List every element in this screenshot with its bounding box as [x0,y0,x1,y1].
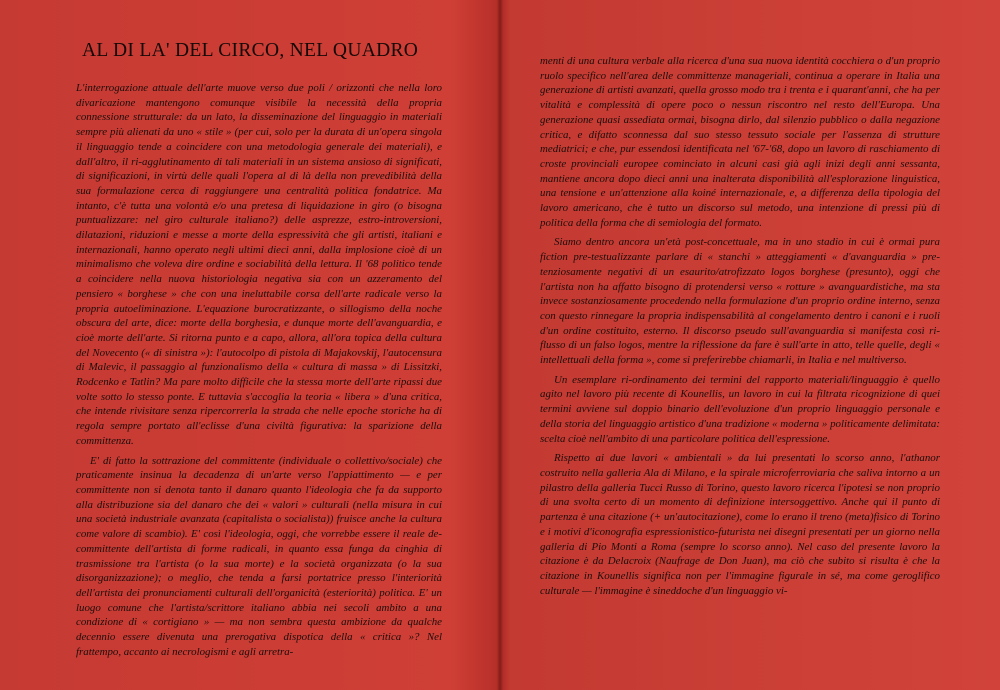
paragraph: menti di una cultura verbale alla ricerca d'una sua nuova identità cocchiera o d'un proprio ruolo specifico nell'area delle committenze manageriali, continua a operare in Italia una generazione di artisti avanzati, quella grosso modo tra i trenta e i quarant'anni, che ha per vitalità e complessità di opere poco o nessun riscontro nel resto dell'Europa. Una generazione quasi assediata ormai, bisogna dirlo, dal silenzio pubblico o dalla negazione critica, e difatto sconnessa dal suo stesso tessuto sociale per l'assenza di strutture mediatrici; e che, pur essendosi identificata nel '67-'68, dopo un lavoro di raschiamento di croste provinciali europee cominciato in alcuni casi già agli inizi degli anni sessanta, mantiene ancora dopo dieci anni una inalterata disponibilità all'esplorazione linguistica, una tensione e un'attenzione alla koiné internazionale, e, a differenza della tipologia del lavoro americano, che è tutto un discorso sul metodo, una intenzione di pressi più di politica della forma che di semiologia del formato. [540,55,940,229]
paragraph: Rispetto ai due lavori « ambientali » da lui presentati lo scorso anno, l'athanor costruito nella galleria Ala di Milano, e la spirale microferroviaria che saliva intorno a un pilastro della galleria Tucci Russo di Torino, questo lavoro ricerca l'ipotesi se non proprio di una svolta certo di un momento di definizione intersoggettivo. Anche qui il punto di partenza è una citazione (+ un'autocitazione), come lo erano il treno (meta)fisico di Torino e i motivi d'iconografia espressionistico-futurista nei disegni presentati per un giorno nella galleria di Pio Monti a Roma (sempre lo scorso anno). Nel caso del presente lavoro la citazione è da Delacroix (Naufrage de Don Juan), ma ciò che subito si risulta è che la citazione in Kounellis significa non per l'immagine figurale in sé, ma come geroglifico culturale — l'immagine è sineddoche d'un linguaggio vi- [540,452,940,597]
paragraph: L'interrogazione attuale dell'arte muove verso due poli / orizzonti che nella loro divaricazione mantengono comunque visibile la necessità della propria connessione strutturale: da un lato, la disseminazione del linguaggio in materiali sempre più alienati da uno « stile » (per cui, solo per la durata di un'opera singola il linguaggio tende a coincidere con una metodologia generale dei materiali), e dall'altro, il ri-agglutinamento di tali materiali in un sistema ansioso di significati, di significazioni, in virtù delle quali l'opera al di là della non prevedibilità della sua formulazione cerca di raggiungere una centralità politica fondatrice. Ma intanto, c'è tutta una volontà e/o una pretesa di liquidazione in giro (o bisogna puntualizzare: nel giro culturale italiano?) delle asprezze, estro-introversioni, dilatazioni, riduzioni e messe a morte della espressività che gli artisti, italiani e internazionali, hanno operato negli ultimi dieci anni, dalla implosione cioè di un minimalismo che voleva dire ordine e sociabilità della lettura. Il '68 politico tende a coincidere nella nuova historiologia negativa sia con un azzeramento del pensiero « borghese » che con una ineluttabile corsa dell'arte radicale verso la propria autoeliminazione. L'equazione burocratizzante, o sillogismo della noche obscura del arte, dice: morte della borghesia, e dunque morte dell'avanguardia, e cioè morte dell'arte. Si ritorna punto e a capo, allora, all'ora topica della cultura del Novecento (« di sinistra »): l'autocolpo di pistola di Majakovskij, l'autocensura di Malevic, il passaggio al funzionalismo della « cultura di massa » di Lissitzki, Rodcenko e Tatlin? Ma pare molto difficile che la stessa morte dell'arte ripassi due volte sotto lo stesso ponte. E tuttavia s'accoglia la teoria « libera » d'una critica, che intende rivisitare senza ripercorrerla la strada che nelle epoche storiche ha di regola sempre portato all'eclisse d'una civiltà figurativa: la sparizione della committenza. [76,82,442,447]
right-page [500,0,1000,690]
paragraph: E' di fatto la sottrazione del committente (individuale o collettivo/sociale) che praticamente insinua la decadenza di un'arte verso l'appiattimento — e per committente non si denota tanto il danaro quanto l'ideologia che fa da supporto alla distribuzione sia del danaro che dei « valori » culturali (nella misura in cui una società industriale avanzata (capitalista o socialista)) fruisce anche la cultura come valore di scambio). E' così l'ideologia, oggi, che vorrebbe essere il reale de-committente dell'artista di forme radicali, in quanto essa funga da cinghia di trasmissione tra l'artista (o la sua morte) e la società organizzata (o la sua disorganizzazione); o meglio, che tenda a farsi portatrice presso l'interiorità dell'artista dei pronunciamenti culturali dell'organicità (esteriorità) politica. E' un luogo comune che l'artista/scrittore italiano abbia nei secoli ambito a una condizione di « cortigiano » — ma non sembra questa ambizione da qualche decennio essere divenuta una prerogativa dispotica della « critica »? Nel frattempo, accanto ai necrologismi e agli arretra- [76,454,442,658]
left-column-text [76,81,442,664]
right-column-text [540,54,940,603]
article-title: AL DI LA' DEL CIRCO, NEL QUADRO [82,40,419,61]
paragraph: Un esemplare ri-ordinamento dei termini del rapporto materiali/linguaggio è quello agito nel lavoro più recente di Kounellis, un lavoro in cui la filtrata ricognizione di quei termini avviene sul doppio binario dell'evoluzione d'un proprio linguaggio personale e della storia del linguaggio artistico d'una tradizione « moderna » politicamente delimitata: scelta cioè nell'ambito di una particolare politica dell'espressione. [540,373,940,445]
paragraph: Siamo dentro ancora un'età post-concettuale, ma in uno stadio in cui è ormai pura fiction pre-testualizzante parlare di « stanchi » atteggiamenti « d'avanguardia » pre-tenziosamente negativi di un esaurito/atrofizzato logos borghese (presunto), oggi che l'artista non ha affatto bisogno di protendersi verso « rotture » avanguardistiche, ma sta invece sostanziosamente procedendo nella formulazione d'un proprio ordine interno, senza con questo rinnegare la propria indispensabilità al congelamento dentro i canoni e i ruoli d'un ordine costituito, esterno. Il discorso pseudo sull'avanguardia si manifesta così ri-flusso di un falso logos, mentre la riflessione da fare è sull'arte in atto, telle quelle, degli « intellettuali della forma », come si preferirebbe chiamarli, in Italia e nel multiverso. [540,236,940,367]
